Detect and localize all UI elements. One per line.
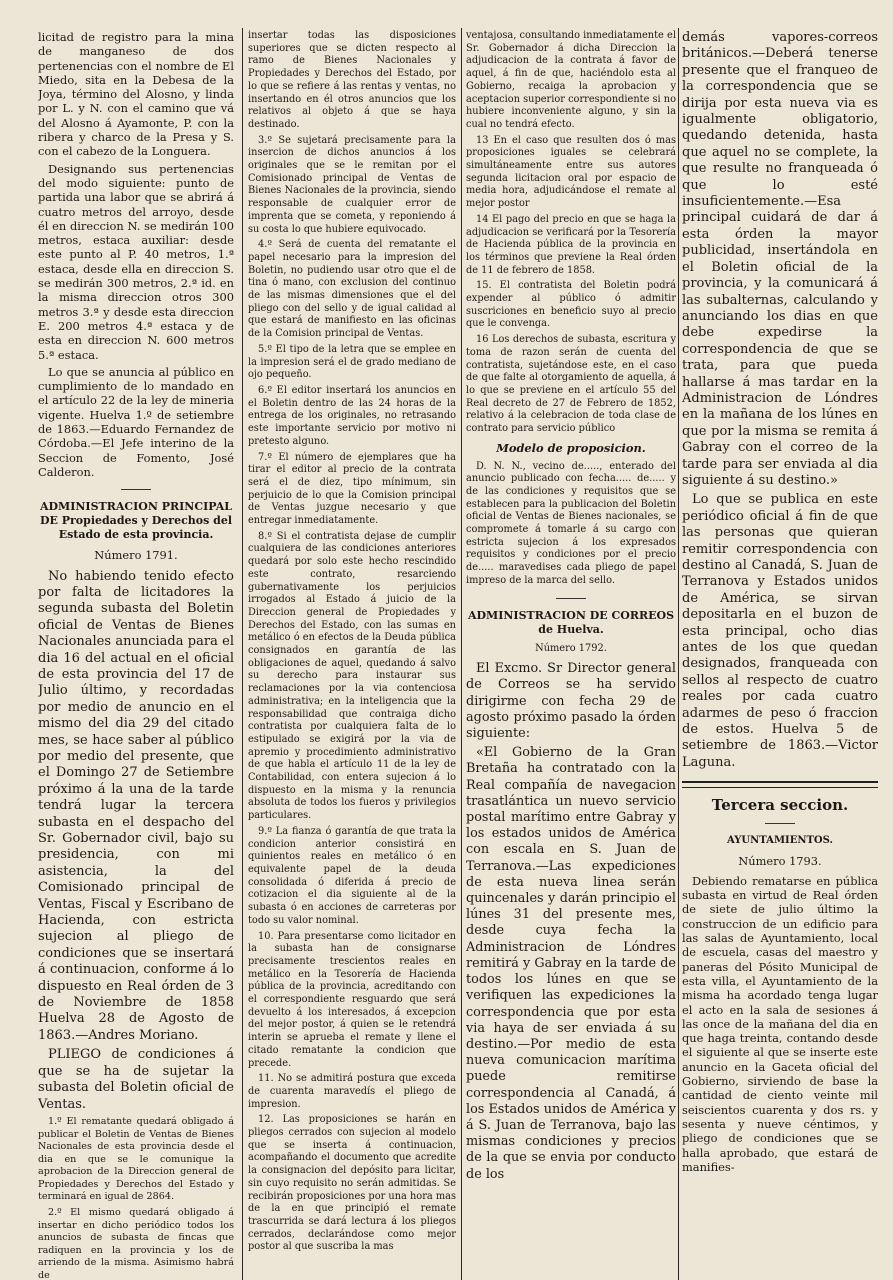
- section-double-rule: [682, 781, 878, 788]
- proposal-model-text: D. N. N., vecino de....., enterado del anuncio publicado con fecha..... de..... y de las condiciones y requisitos que se establecen para la publicacion del Boletin oficial de Ventas de Bienes nacionales, se compromete á tomarle á su cargo con estricta sujecion á los expresados requisitos y condiciones por el precio de..... maravedises cada pliego de papel impreso de la marca del sello.: [466, 460, 676, 586]
- mine-notice-signature: Lo que se anuncia al público en cumplimiento de lo mandado en el artículo 22 de la ley de mineria vigente. Huelva 1.º de setiembre de 1863.—Eduardo Fernandez de Córdoba.—El Jefe interino de la Seccion de Fomento, José Calderon.: [38, 364, 234, 479]
- correos-order-cont: demás vapores-correos británicos.—Deberá tenerse presente que el franqueo de la correspondencia que se dirija por esta nueva via es igualmente obligatorio, quedando detenida, hasta que aquel no se complete, la que resulte no franqueada ó que lo esté insuficientemente.—Esa principal cuidará de dar á esta órden la mayor publicidad, insertándola en el Boletin oficial de la provincia, y la comunicará á las subalternas, calculando y anunciando los dias en que debe expedirse la correspondencia de que se trata, para que pueda hallarse á mas tardar en la Administracion de Lóndres en la mañana de los lúnes en que por la misma se remita á Gabray con el correo de la tarde para ser enviada al dia siguiente á su destino.»: [682, 30, 878, 488]
- correos-notice-signature: Lo que se publica en este periódico oficial á fin de que las personas que quieran remitir correspondencia con destino al Canadá, S. Juan de Terranova y Estados unidos de América, se sirvan depositarla en el buzon de esta principal, ocho dias antes de los que quedan designados, franqueada con sellos al respecto de cuatro reales por cada cuatro adarmes de peso ó fraccion de estos. Huelva 5 de setiembre de 1863.—Victor Laguna.: [682, 492, 878, 770]
- condition-4: 4.º Será de cuenta del rematante el papel necesario para la impresion del Boletin, no pudiendo usar otro que el de tina ó mano, con exclusion del continuo de las mismas dimensiones que el del pliego con del sello y de igual calidad al que estará de manifiesto en las oficinas de la Comision principal de Ventas.: [248, 239, 456, 340]
- condition-5: 5.º El tipo de la letra que se emplee en la impresion será el de grado mediano de ojo pequeño.: [248, 343, 456, 381]
- section-separator: [556, 598, 586, 599]
- column-divider: [461, 28, 462, 1280]
- condition-2: 2.º El mismo quedará obligado á insertar en dicho periódico todos los anuncios de subasta de fincas que radiquen en la provincia y los de arriendo de la misma. Asimismo habrá de: [38, 1207, 234, 1280]
- column-3: [466, 30, 676, 1280]
- condition-8: 8.º Si el contratista dejase de cumplir cualquiera de las condiciones anteriores quedará por solo este hecho rescindido este contrato, resarciendo gubernativamente los perjuicios irrogados al Estado á juicio de la Direccion general de Propiedades y Derechos del Estado, con las sumas en metálico ó en efectos de la Deuda pública consignados en garantía de las obligaciones de aquel, quedando á salvo su derecho para instaurar sus reclamaciones por la via contenciosa administrativa; en la inteligencia que la responsabilidad que contraiga dicho contratista por cualquiera falta de lo estipulado se exigirá por la via de apremio y procedimiento administrativo de que habla el artículo 11 de la ley de Contabilidad, con entera sujecion á lo dispuesto en la misma y la renuncia absoluta de todos los fueros y privilegios particulares.: [248, 530, 456, 822]
- condition-10: 10. Para presentarse como licitador en la subasta han de consignarse precisamente trescientos reales en metálico en la Tesorería de Hacienda pública de la provincia, acreditando con el correspondiente resguardo que será devuelto á los interesados, á excepcion del mejor postor, á quien se le retendrá interin se aprueba el remate y llene el citado rematante la condicion que precede.: [248, 930, 456, 1069]
- condition-12-cont: ventajosa, consultando inmediatamente el Sr. Gobernador á dicha Direccion la adjudicacion de la contrata á favor de aquel, á fin de que, haciéndolo esta al Gobierno, recaiga la aprobacion y aceptacion superior correspondiente si no hubiere inconveniente alguno, y sin la cual no tendrá efecto.: [466, 30, 676, 130]
- pliego-title: PLIEGO de condiciones á que se ha de sujetar la subasta del Boletin oficial de Ventas.: [38, 1047, 234, 1112]
- notice-number: Número 1791.: [94, 548, 178, 563]
- mine-registry-text: licitad de registro para la mina de manganeso de dos pertenencias con el nombre de El Miedo, sita en la Debesa de la Joya, término del Alosno, y linda por L. y N. con el camino que vá del Alosno á Ayamonte, P. con la ribera y charco de la Presa y S. con el cabezo de la Longuera.: [38, 30, 234, 159]
- condition-12: 12. Las proposiciones se harán en pliegos cerrados con sujecion al modelo que se inserta á continuacion, acompañando el documento que acredite la consignacion del depósito para licitar, sin cuyo requisito no serán admitidas. Se recibirán proposiciones por una hora mas de la en que principió el remate trascurrida se dará lectura á los pliegos cerrados, declarándose como mejor postor al que suscriba la mas: [248, 1114, 456, 1253]
- section-separator: [765, 823, 795, 824]
- section-heading: ADMINISTRACION DE CORREOS de Huelva.: [467, 608, 675, 636]
- proposal-model-heading: Modelo de proposicion.: [496, 440, 646, 455]
- section-separator: [121, 489, 151, 490]
- notice-number: Número 1793.: [738, 853, 822, 868]
- tercera-seccion-heading: Tercera seccion.: [711, 796, 849, 815]
- ayuntamiento-auction-text: Debiendo rematarse en pública subasta en virtud de Real órden de siete de julio último la construccion de un edificio para las salas de Ayuntamiento, local de escuela, casas del maestro y paneras del Pósito Municipal de esta villa, el Ayuntamiento de la misma ha acordado tenga lugar el acto en la sala de sesiones á las once de la mañana del dia en que haga treinta, contando desde el siguiente al que se inserte este anuncio en la Gaceta oficial del Gobierno, sirviendo de base la cantidad de ciento veinte mil seiscientos cuarenta y dos rs. y sesenta y nueve céntimos, y pliego de condiciones que se halla aprobado, que estará de manifies-: [682, 873, 878, 1174]
- column-4: [682, 30, 878, 1280]
- condition-16: 16 Los derechos de subasta, escritura y toma de razon serán de cuenta del contratista, sujetándose este, en el caso de que falte al otorgamiento de aquella, á lo que se previene en el artículo 55 del Real decreto de 27 de Febrero de 1852, relativo á la celebracion de toda clase de contrato para servicio público: [466, 334, 676, 435]
- correos-order-text: «El Gobierno de la Gran Bretaña ha contratado con la Real compañía de navegacion trasatlántica un nuevo servicio postal marítimo entre Gabray y los estados unidos de América con escala en S. Juan de Terranova.—Las expediciones de esta nueva linea serán quincenales y darán principio el lúnes 31 del presente mes, desde cuya fecha la Administracion de Lóndres remitirá y Gabray en la tarde de todos los lúnes en que se verifiquen las expediciones la correspondencia que por esta via haya de ser enviada á su destino.—Por medio de esta nueva comunicacion marítima puede remitirse correspondencia al Canadá, á los Estados unidos de América y á S. Juan de Terranova, bajo las mismas condiciones y precios de la que se envia por conducto de los: [466, 745, 676, 1182]
- section-heading: ADMINISTRACION PRINCIPAL DE Propiedades y Derechos del Estado de esta provincia.: [39, 500, 233, 542]
- condition-3: 3.º Se sujetará precisamente para la insercion de dichos anuncios á los originales que se le remitan por el Comisionado principal de Ventas de Bienes Nacionales de la provincia, siendo responsable de cualquier error de imprenta que se cometa, y reponiendo á su costa lo que hubiere equivocado.: [248, 134, 456, 235]
- condition-9: 9.º La fianza ó garantía de que trata la condicion anterior consistirá en quinientos reales en metálico ó en equivalente papel de la deuda consolidada ó diferida á precio de cotizacion el dia siguiente al de la subasta ó en acciones de carreteras por todo su valor nominal.: [248, 825, 456, 926]
- condition-6: 6.º El editor insertará los anuncios en el Boletin dentro de las 24 horas de la entrega de los originales, no retrasando este importante servicio por motivo ni pretesto alguno.: [248, 384, 456, 447]
- ayuntamientos-heading: AYUNTAMIENTOS.: [727, 834, 833, 846]
- correos-intro: El Excmo. Sr Director general de Correos se ha servido dirigirme con fecha 29 de agosto próximo pasado la órden siguiente:: [466, 661, 676, 742]
- notice-number: Número 1792.: [535, 642, 607, 654]
- condition-7: 7.º El número de ejemplares que ha tirar el editor al precio de la contrata será el de diez, tipo mínimum, sin perjuicio de lo que la Comision principal de Ventas juzgue necesario y que entregar inmediatamente.: [248, 451, 456, 527]
- mine-boundaries-text: Designando sus pertenencias del modo siguiente: punto de partida una labor que se abrirá á cuatro metros del arroyo, desde él en direccion N. se medirán 100 metros, estaca auxiliar: desde este punto al P. 40 metros, 1.ª estaca, desde ella en direccion S. se medirán 300 metros, 2.ª id. en la misma direccion otros 300 metros 3.ª y desde esta direccion E. 200 metros 4.ª estaca y de esta en direccion N. 600 metros 5.ª estaca.: [38, 161, 234, 362]
- condition-13: 13 En el caso que resulten dos ó mas proposiciones iguales se celebrará simultáneamente entre sus autores segunda licitacion oral por espacio de media hora, adjudicándose el remate al mejor postor: [466, 134, 676, 210]
- condition-15: 15. El contratista del Boletin podrá expender al público ó admitir suscriciones en beneficio suyo al precio que le convenga.: [466, 280, 676, 330]
- column-divider: [242, 28, 243, 1280]
- condition-1: 1.º El rematante quedará obligado á publicar el Boletin de Ventas de Bienes Nacionales de esta provincia desde el dia en que se le comunique la aprobacion de la Direccion general de Propiedades y Derechos del Estado y terminará en igual de 2864.: [38, 1115, 234, 1203]
- column-divider: [678, 28, 679, 1280]
- column-1: [38, 30, 234, 1280]
- condition-11: 11. No se admitirá postura que exceda de cuarenta maravedís el pliego de impresion.: [248, 1073, 456, 1110]
- auction-notice-text: No habiendo tenido efecto por falta de licitadores la segunda subasta del Boletin oficial de Ventas de Bienes Nacionales anunciada para el dia 16 del actual en el oficial de esta provincia del 17 de Julio último, y recordadas por medio de anuncio en el mismo del dia 29 del citado mes, se hace saber al público por medio del presente, que el Domingo 27 de Setiembre próximo á la una de la tarde tendrá lugar la tercera subasta en el despacho del Sr. Gobernador civil, bajo su presidencia, con mi asistencia, la del Comisionado principal de Ventas, Fiscal y Escribano de Hacienda, con estricta sujecion al pliego de condiciones que se insertará á continuacion, conforme á lo dispuesto en Real órden de 3 de Noviembre de 1858 Huelva 28 de Agosto de 1863.—Andres Moriano.: [38, 568, 234, 1043]
- condition-14: 14 El pago del precio en que se haga la adjudicacion se verificará por la Tesorería de Hacienda pública de la provincia en los términos que previene la Real órden de 11 de febrero de 1858.: [466, 213, 676, 276]
- column-2: [248, 30, 456, 1280]
- condition-2-cont: insertar todas las disposiciones superiores que se dicten respecto al ramo de Bienes Nacionales y Propiedades y Derechos del Estado, por lo que se refiere á las rentas y ventas, no insertando en él otros anuncios que los relativos al objeto á que se haya destinado.: [248, 30, 456, 130]
